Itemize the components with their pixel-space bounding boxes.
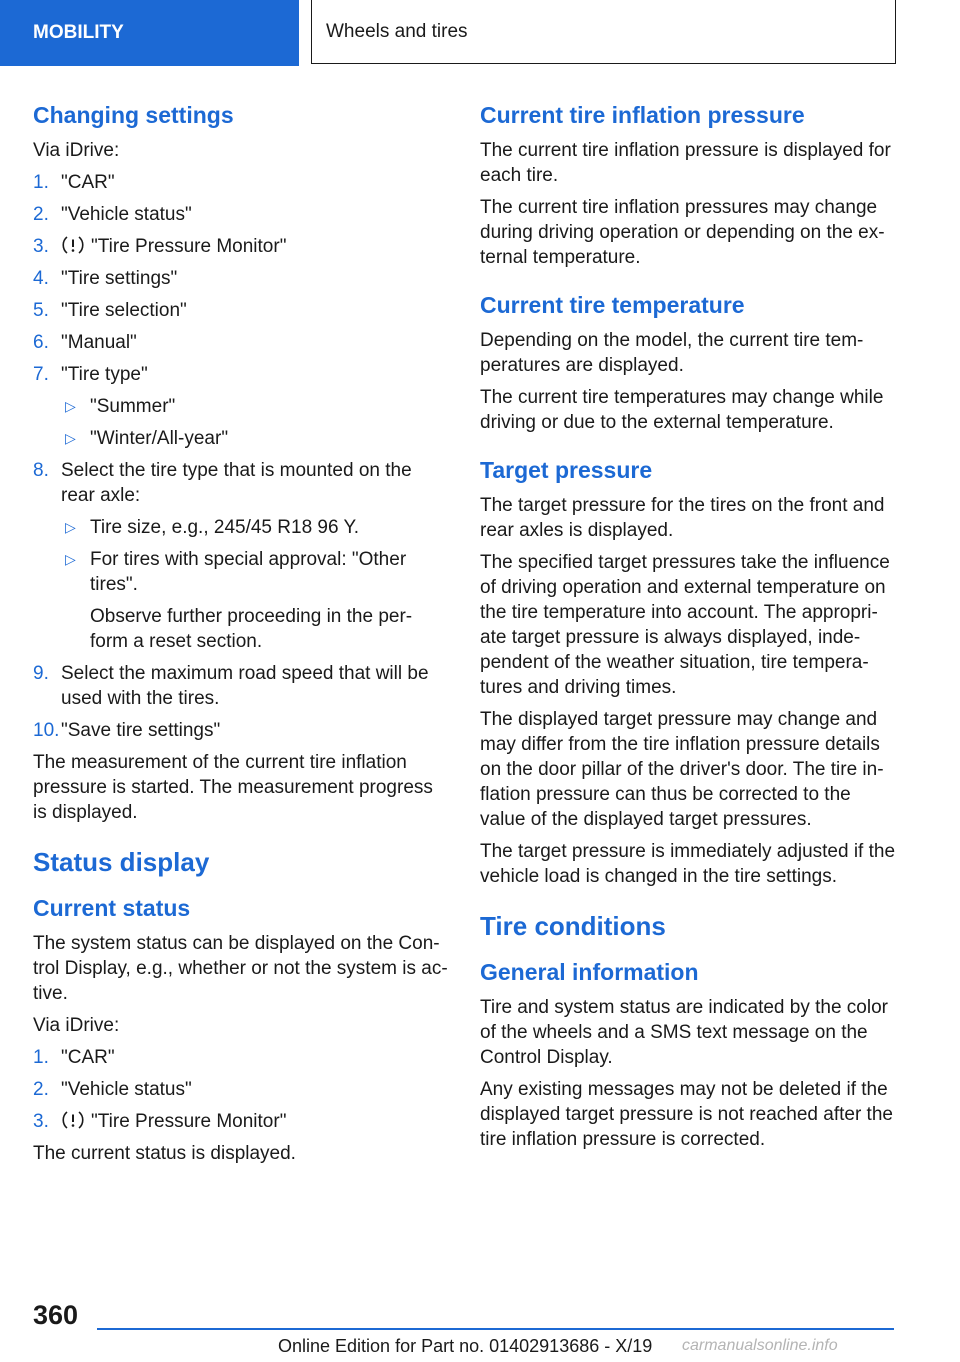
step-number: 1.	[33, 1047, 49, 1068]
list-item	[61, 426, 448, 451]
step-number: 3.	[33, 236, 49, 257]
list-item	[33, 170, 448, 195]
list-item	[33, 1045, 448, 1070]
list-item	[33, 330, 448, 355]
left-column	[33, 100, 448, 1173]
list-item	[61, 515, 448, 540]
heading-target-pressure: Target pressure	[480, 457, 653, 483]
via-idrive-label: Via iDrive:	[33, 1015, 120, 1036]
list-item	[33, 1109, 448, 1134]
step-number: 9.	[33, 663, 49, 684]
heading-current-tire-temperature: Current tire temperature	[480, 292, 745, 318]
step-text: "Tire Pressure Monitor"	[91, 1111, 287, 1132]
paragraph: Tire and system status are indicated by the color of the wheels and a SMS text message on the Control Display.	[480, 997, 888, 1068]
current-status-text: The system status can be displayed on the Con‐ trol Display, e.g., whether or not the system is ac‐ tive.	[33, 933, 448, 1004]
footer-divider	[97, 1328, 894, 1330]
changing-settings-steps	[33, 170, 448, 743]
step-number: 4.	[33, 268, 49, 289]
list-item	[33, 298, 448, 323]
bullet-triangle-icon: ▷	[65, 398, 76, 414]
list-item	[61, 394, 448, 419]
step-text: "Vehicle status"	[61, 204, 192, 225]
step-text: "Save tire settings"	[61, 720, 221, 741]
list-item	[33, 661, 448, 711]
bullet-triangle-icon: ▷	[65, 430, 76, 446]
list-item	[33, 1077, 448, 1102]
step-text: "Tire type"	[61, 364, 148, 385]
list-item	[61, 547, 448, 654]
bullet-text: Tire size, e.g., 245/45 R18 96 Y.	[90, 517, 359, 538]
heading-general-information: General information	[480, 959, 699, 985]
bullet-continuation: Observe further proceeding in the per‐ form a reset section.	[90, 606, 413, 652]
status-displayed-text: The current status is displayed.	[33, 1143, 296, 1164]
section-title: MOBILITY	[33, 22, 124, 43]
paragraph: The current tire inflation pressure is displayed for each tire.	[480, 140, 891, 186]
rear-axle-options	[61, 515, 448, 654]
page-header	[0, 0, 960, 66]
paragraph: The target pressure for the tires on the front and rear axles is displayed.	[480, 495, 885, 541]
step-number: 3.	[33, 1111, 49, 1132]
step-text: "Manual"	[61, 332, 137, 353]
step-number: 1.	[33, 172, 49, 193]
bullet-triangle-icon: ▷	[65, 519, 76, 535]
heading-changing-settings: Changing settings	[33, 102, 234, 128]
list-item	[33, 202, 448, 227]
bullet-text: "Summer"	[90, 396, 176, 417]
tire-type-options	[61, 394, 448, 451]
paragraph: The specified target pressures take the influence of driving operation and external temperature on the tire temperature into account. The appropri‐ ate target pressure is always displayed, inde‐ pendent of the weather situation, tire tempera‐ tures and driving times.	[480, 552, 890, 698]
section-tab-mobility	[0, 0, 299, 66]
bullet-text: For tires with special approval: "Other tires".	[90, 549, 407, 595]
heading-current-inflation-pressure: Current tire inflation pressure	[480, 102, 805, 128]
status-display-steps	[33, 1045, 448, 1134]
via-idrive-label: Via iDrive:	[33, 140, 120, 161]
paragraph: The current tire temperatures may change while driving or due to the external temperature.	[480, 387, 884, 433]
list-item	[33, 718, 448, 743]
list-item	[33, 234, 448, 259]
paragraph: The current tire inflation pressures may change during driving operation or depending on the ex‐ ternal temperature.	[480, 197, 885, 268]
step-number: 8.	[33, 460, 49, 481]
measurement-started-text: The measurement of the current tire inflation pressure is started. The measurement progress is displayed.	[33, 752, 433, 823]
step-number: 2.	[33, 1079, 49, 1100]
bullet-text: "Winter/All-year"	[90, 428, 229, 449]
step-text: "Vehicle status"	[61, 1079, 192, 1100]
paragraph: The target pressure is immediately adjusted if the vehicle load is changed in the tire settings.	[480, 841, 896, 887]
step-text: Select the tire type that is mounted on the rear axle:	[61, 460, 412, 506]
step-number: 7.	[33, 364, 49, 385]
step-number: 5.	[33, 300, 49, 321]
step-number: 2.	[33, 204, 49, 225]
heading-status-display: Status display	[33, 847, 210, 877]
watermark: carmanualsonline.info	[682, 1337, 838, 1354]
page-number: 360	[33, 1300, 79, 1330]
list-item	[33, 266, 448, 291]
tire-pressure-warning-icon	[61, 1110, 85, 1130]
bullet-triangle-icon: ▷	[65, 551, 76, 567]
edition-text: Online Edition for Part no. 01402913686 - X/19	[278, 1336, 653, 1356]
step-text: "Tire settings"	[61, 268, 178, 289]
list-item	[33, 362, 448, 451]
chapter-tab	[311, 0, 896, 64]
step-text: "Tire Pressure Monitor"	[91, 236, 287, 257]
right-column	[480, 100, 898, 1159]
list-item	[33, 458, 448, 654]
paragraph: Any existing messages may not be deleted if the displayed target pressure is not reached after the tire inflation pressure is corrected.	[480, 1079, 893, 1150]
paragraph: The displayed target pressure may change and may differ from the tire inflation pressure details on the door pillar of the driver's door. The tire in‐ flation pressure can thus be corrected to the value of the displayed target pressures.	[480, 709, 884, 830]
step-text: Select the maximum road speed that will be used with the tires.	[61, 663, 429, 709]
step-number: 10.	[33, 720, 60, 741]
step-text: "CAR"	[61, 172, 115, 193]
step-text: "Tire selection"	[61, 300, 187, 321]
tire-pressure-warning-icon	[61, 235, 85, 255]
step-text: "CAR"	[61, 1047, 115, 1068]
heading-tire-conditions: Tire conditions	[480, 911, 666, 941]
paragraph: Depending on the model, the current tire tem‐ peratures are displayed.	[480, 330, 864, 376]
heading-current-status: Current status	[33, 895, 191, 921]
chapter-title: Wheels and tires	[326, 20, 468, 42]
step-number: 6.	[33, 332, 49, 353]
